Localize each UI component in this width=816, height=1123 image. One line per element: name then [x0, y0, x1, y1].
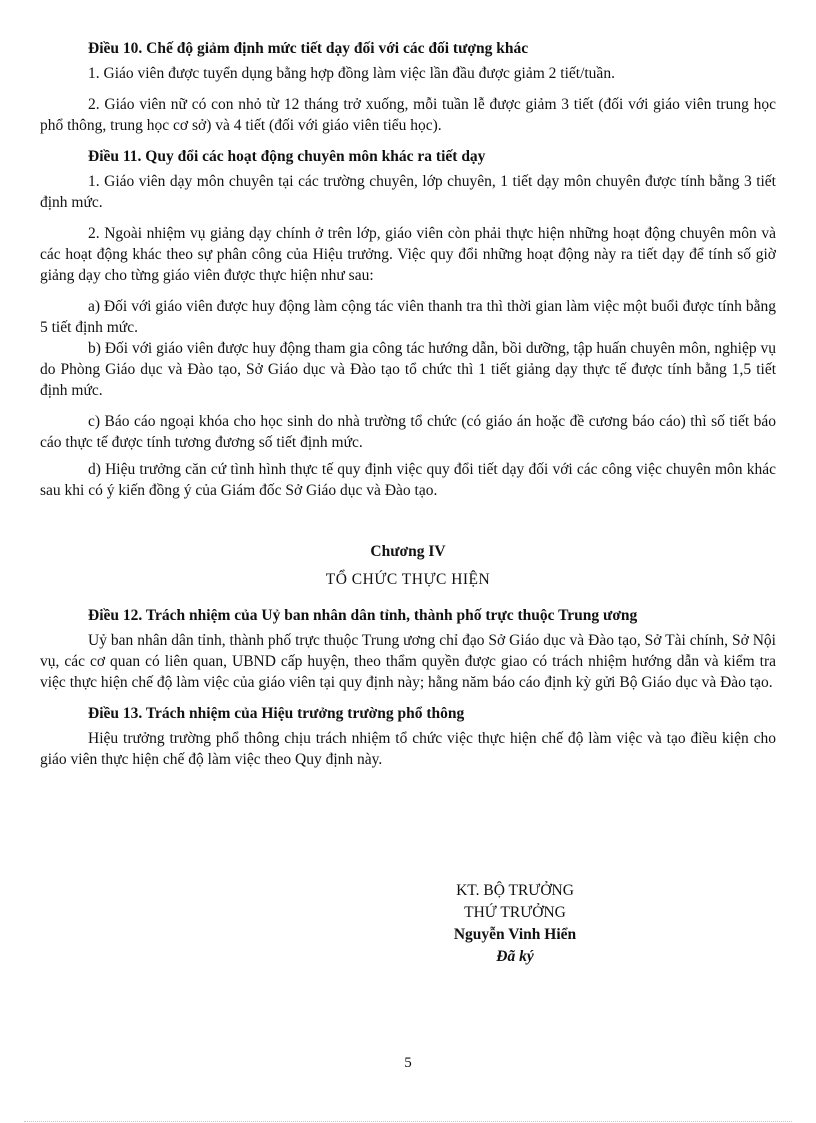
article-12-title: Điều 12. Trách nhiệm của Uỷ ban nhân dân tỉnh, thành phố trực thuộc Trung ương [88, 607, 638, 624]
chapter-number: Chương IV [370, 543, 446, 560]
article-11-item-c: c) Báo cáo ngoại khóa cho học sinh do nhà trường tổ chức (có giáo án hoặc đề cương báo cáo) thì số tiết báo cáo thực tế được tính tương đương số tiết định mức. [40, 413, 776, 451]
article-13-title: Điều 13. Trách nhiệm của Hiệu trưởng trường phổ thông [88, 705, 465, 722]
signer-name: Nguyễn Vinh Hiển [453, 926, 577, 943]
signature-title-line-1: KT. BỘ TRƯỞNG [456, 882, 574, 899]
page-number: 5 [404, 1055, 412, 1071]
article-10-title: Điều 10. Chế độ giảm định mức tiết dạy đối với các đối tượng khác [88, 40, 529, 57]
signature-title-line-2: THỨ TRƯỞNG [464, 904, 566, 921]
article-11-item-a: a) Đối với giáo viên được huy động làm cộng tác viên thanh tra thì thời gian làm việc một buổi được tính bằng 5 tiết định mức. [40, 298, 776, 336]
article-11-title: Điều 11. Quy đổi các hoạt động chuyên môn khác ra tiết dạy [88, 148, 486, 165]
article-10-paragraph-1: 1. Giáo viên được tuyển dụng bằng hợp đồng làm việc lần đầu được giảm 2 tiết/tuần. [88, 65, 615, 82]
document-body [40, 38, 776, 770]
article-11-paragraph-1: 1. Giáo viên dạy môn chuyên tại các trường chuyên, lớp chuyên, 1 tiết dạy môn chuyên được tính bằng 3 tiết định mức. [40, 173, 776, 211]
article-11-item-b: b) Đối với giáo viên được huy động tham gia công tác hướng dẫn, bồi dưỡng, tập huấn chuyên môn, nghiệp vụ do Phòng Giáo dục và Đào tạo, Sở Giáo dục và Đào tạo tổ chức thì 1 tiết giảng dạy thực tế được tính bằng 1,5 tiết định mức. [40, 340, 776, 399]
article-12-paragraph-1: Uỷ ban nhân dân tỉnh, thành phố trực thuộc Trung ương chỉ đạo Sở Giáo dục và Đào tạo, Sở Tài chính, Sở Nội vụ, các cơ quan có liên quan, UBND cấp huyện, theo thẩm quyền được giao có trách nhiệm hướng dẫn và kiểm tra việc thực hiện chế độ làm việc của giáo viên tại quy định này; hằng năm báo cáo định kỳ gửi Bộ Giáo dục và Đào tạo. [40, 632, 776, 691]
article-10-paragraph-2: 2. Giáo viên nữ có con nhỏ từ 12 tháng trở xuống, mỗi tuần lễ được giảm 3 tiết (đối với giáo viên trung học phổ thông, trung học cơ sở) và 4 tiết (đối với giáo viên tiểu học). [40, 96, 776, 134]
signature-block [390, 880, 640, 968]
article-11-item-d: d) Hiệu trưởng căn cứ tình hình thực tế quy định việc quy đổi tiết dạy đối với các công việc chuyên môn khác sau khi có ý kiến đồng ý của Giám đốc Sở Giáo dục và Đào tạo. [40, 461, 776, 499]
footer-divider [24, 1121, 792, 1122]
signed-note: Đã ký [496, 948, 534, 965]
chapter-title: TỔ CHỨC THỰC HIỆN [325, 571, 491, 588]
article-13-paragraph-1: Hiệu trưởng trường phổ thông chịu trách nhiệm tổ chức việc thực hiện chế độ làm việc và tạo điều kiện cho giáo viên thực hiện chế độ làm việc theo Quy định này. [40, 730, 776, 768]
article-11-paragraph-2: 2. Ngoài nhiệm vụ giảng dạy chính ở trên lớp, giáo viên còn phải thực hiện những hoạt động chuyên môn và các hoạt động khác theo sự phân công của Hiệu trưởng. Việc quy đổi những hoạt động này ra tiết dạy để tính số giờ giảng dạy cho từng giáo viên được thực hiện như sau: [40, 225, 776, 284]
